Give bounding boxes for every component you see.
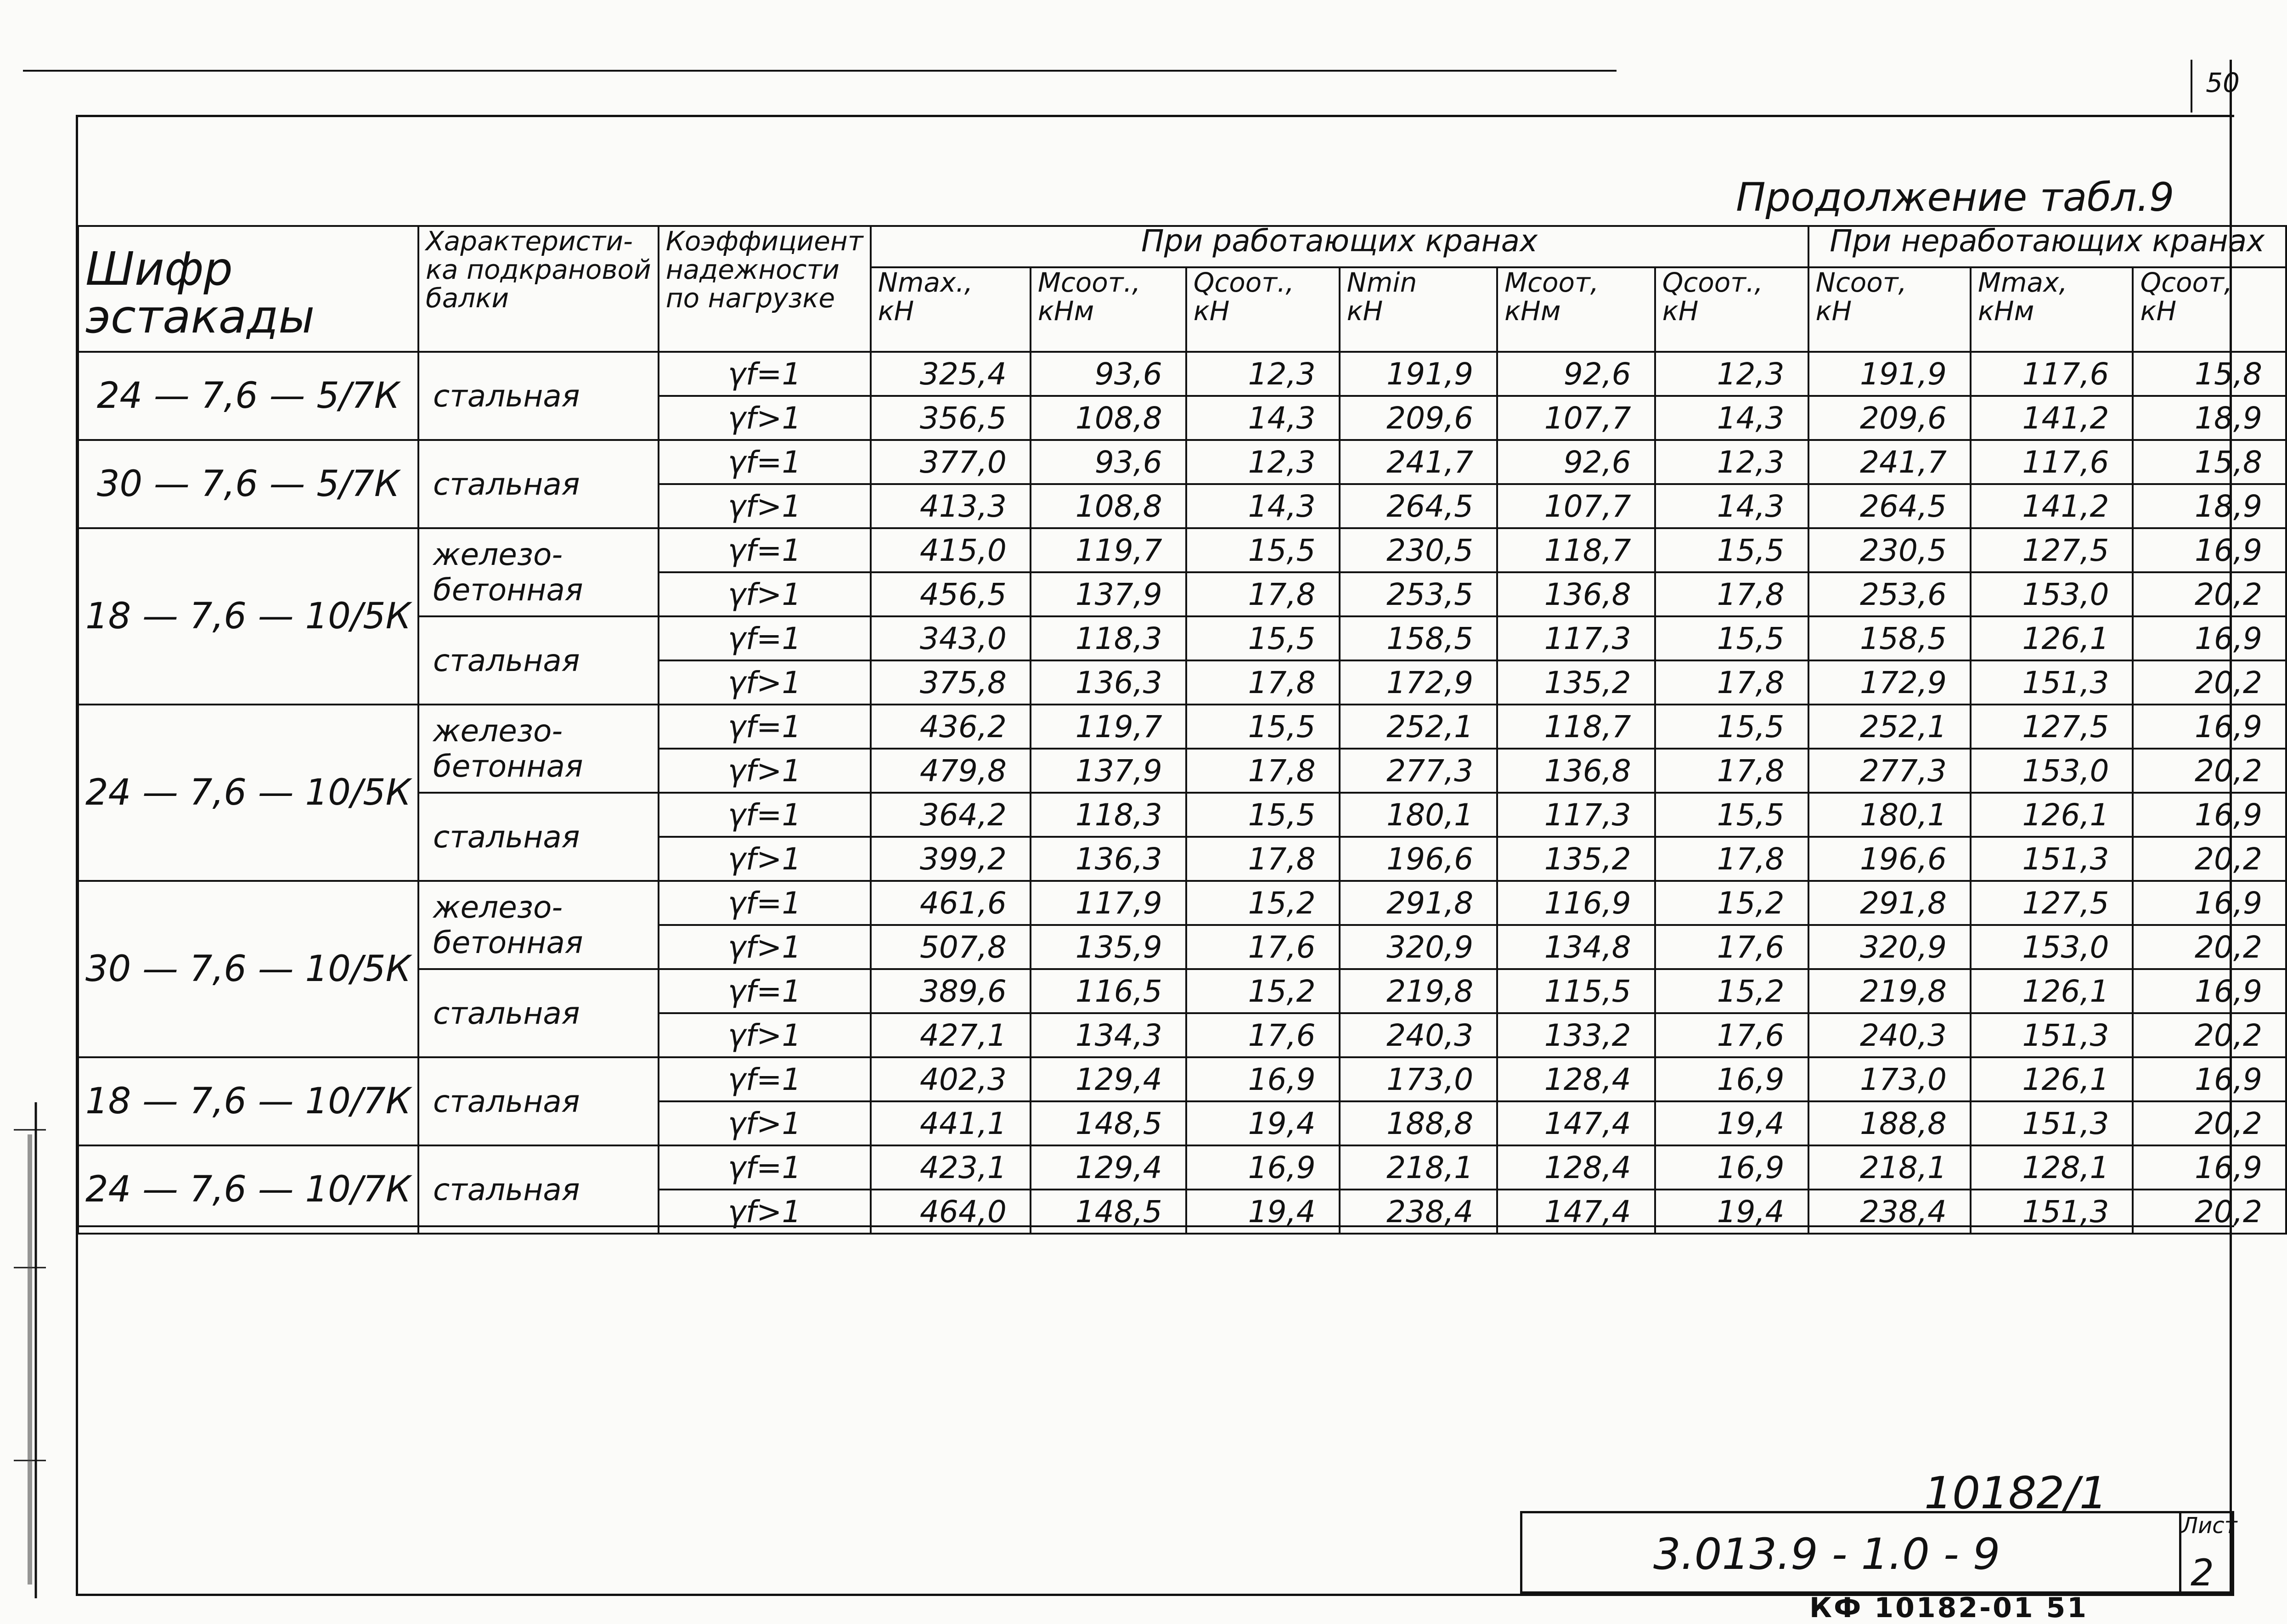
header-line: балки [426,282,509,314]
handwritten-number: 10182/1 [1924,1467,2107,1519]
value-cell: 427,1 [871,1013,1031,1057]
coefficient-cell: γf=1 [659,528,871,572]
value-cell: 17,8 [1186,837,1340,881]
value-cell: 134,3 [1031,1013,1186,1057]
value-cell: 377,0 [871,440,1031,484]
value-cell: 153,0 [1971,749,2133,793]
value-cell: 107,7 [1497,484,1655,528]
value-cell: 136,8 [1497,572,1655,616]
value-cell: 117,6 [1971,352,2133,396]
value-cell: 12,3 [1655,440,1808,484]
coefficient-cell: γf>1 [659,484,871,528]
value-cell: 16,9 [2133,528,2286,572]
value-cell: 173,0 [1808,1057,1971,1101]
header-column [1497,267,1655,352]
beam-type-cell: стальная [418,793,659,881]
header-line: Qсоот., [1193,267,1294,298]
value-cell: 15,8 [2133,440,2286,484]
value-cell: 135,2 [1497,837,1655,881]
value-cell: 180,1 [1340,793,1498,837]
header-column [2133,267,2286,352]
value-cell: 15,5 [1655,705,1808,749]
value-cell: 107,7 [1497,396,1655,440]
cipher-cell: 24 — 7,6 — 5/7К [78,352,418,440]
value-cell: 118,3 [1031,616,1186,660]
value-cell: 15,5 [1186,793,1340,837]
value-cell: 116,5 [1031,969,1186,1013]
coefficient-cell: γf>1 [659,1013,871,1057]
header-line: кНм [1978,295,2034,327]
value-cell: 15,8 [2133,352,2286,396]
header-line: Mсоот., [1037,267,1141,298]
header-coefficient [659,226,871,352]
value-cell: 230,5 [1340,528,1498,572]
value-cell: 191,9 [1808,352,1971,396]
value-cell: 191,9 [1340,352,1498,396]
value-cell: 117,3 [1497,793,1655,837]
header-line: Шифр [85,242,233,296]
coefficient-cell: γf=1 [659,616,871,660]
table-row [78,528,2286,572]
header-line: эстакады [85,290,315,344]
beam-type-cell: стальная [418,969,659,1057]
value-cell: 402,3 [871,1057,1031,1101]
footer-stamp: КФ 10182-01 51 [1809,1592,2088,1624]
value-cell: 20,2 [2133,1013,2286,1057]
value-cell: 364,2 [871,793,1031,837]
value-cell: 17,8 [1186,749,1340,793]
value-cell: 147,4 [1497,1101,1655,1145]
header-idle-cranes: При неработающих кранах [1808,226,2286,267]
value-cell: 325,4 [871,352,1031,396]
value-cell: 117,9 [1031,881,1186,925]
table-row [78,440,2286,484]
coefficient-cell: γf=1 [659,881,871,925]
coefficient-cell: γf=1 [659,1145,871,1190]
value-cell: 15,2 [1186,969,1340,1013]
header-line: кНм [1037,295,1094,327]
value-cell: 141,2 [1971,396,2133,440]
header-line: Nmin [1346,267,1417,298]
value-cell: 219,8 [1340,969,1498,1013]
value-cell: 238,4 [1808,1190,1971,1234]
table-row [78,352,2286,396]
value-cell: 180,1 [1808,793,1971,837]
value-cell: 128,1 [1971,1145,2133,1190]
value-cell: 151,3 [1971,1013,2133,1057]
value-cell: 15,2 [1655,969,1808,1013]
value-cell: 17,6 [1655,1013,1808,1057]
value-cell: 126,1 [1971,1057,2133,1101]
value-cell: 16,9 [2133,1057,2286,1101]
value-cell: 141,2 [1971,484,2133,528]
value-cell: 17,8 [1655,660,1808,705]
value-cell: 230,5 [1808,528,1971,572]
table-continuation-label: Продолжение табл.9 [1736,175,2174,220]
value-cell: 17,8 [1655,837,1808,881]
value-cell: 507,8 [871,925,1031,969]
value-cell: 16,9 [1186,1145,1340,1190]
value-cell: 277,3 [1808,749,1971,793]
value-cell: 127,5 [1971,528,2133,572]
value-cell: 16,9 [1655,1057,1808,1101]
header-line: Qсоот., [1662,267,1763,298]
value-cell: 196,6 [1808,837,1971,881]
value-cell: 291,8 [1808,881,1971,925]
value-cell: 277,3 [1340,749,1498,793]
value-cell: 17,6 [1655,925,1808,969]
value-cell: 320,9 [1340,925,1498,969]
coefficient-cell: γf>1 [659,925,871,969]
value-cell: 464,0 [871,1190,1031,1234]
value-cell: 14,3 [1186,396,1340,440]
value-cell: 219,8 [1808,969,1971,1013]
value-cell: 151,3 [1971,1190,2133,1234]
value-cell: 115,5 [1497,969,1655,1013]
page-frame-top [76,115,2234,117]
value-cell: 128,4 [1497,1057,1655,1101]
value-cell: 12,3 [1186,352,1340,396]
value-cell: 15,2 [1186,881,1340,925]
value-cell: 16,9 [2133,881,2286,925]
value-cell: 93,6 [1031,440,1186,484]
coefficient-cell: γf=1 [659,793,871,837]
value-cell: 389,6 [871,969,1031,1013]
value-cell: 118,3 [1031,793,1186,837]
value-cell: 413,3 [871,484,1031,528]
value-cell: 173,0 [1340,1057,1498,1101]
value-cell: 15,5 [1186,705,1340,749]
header-column [1971,267,2133,352]
page-frame-right-outer [2191,60,2192,113]
value-cell: 16,9 [2133,705,2286,749]
value-cell: 116,9 [1497,881,1655,925]
value-cell: 343,0 [871,616,1031,660]
header-cipher [78,226,418,352]
value-cell: 12,3 [1655,352,1808,396]
load-table [77,225,2287,1235]
value-cell: 117,3 [1497,616,1655,660]
header-column [871,267,1031,352]
header-line: кН [878,295,914,327]
value-cell: 375,8 [871,660,1031,705]
value-cell: 19,4 [1655,1101,1808,1145]
table-row [78,1057,2286,1101]
value-cell: 320,9 [1808,925,1971,969]
value-cell: 108,8 [1031,396,1186,440]
value-cell: 151,3 [1971,660,2133,705]
header-line: Mсоот, [1504,267,1599,298]
value-cell: 158,5 [1340,616,1498,660]
header-line: надежности [665,254,839,285]
header-column [1340,267,1498,352]
beam-type-cell: стальная [418,1057,659,1145]
header-line: Nсоот, [1815,267,1907,298]
value-cell: 20,2 [2133,660,2286,705]
coefficient-cell: γf>1 [659,396,871,440]
value-cell: 17,6 [1186,1013,1340,1057]
value-cell: 134,8 [1497,925,1655,969]
header-line: Qсоот, [2140,267,2233,298]
coefficient-cell: γf>1 [659,837,871,881]
value-cell: 148,5 [1031,1101,1186,1145]
header-line: кН [1346,295,1383,327]
value-cell: 18,9 [2133,396,2286,440]
value-cell: 15,5 [1655,528,1808,572]
value-cell: 92,6 [1497,352,1655,396]
value-cell: 126,1 [1971,793,2133,837]
value-cell: 133,2 [1497,1013,1655,1057]
value-cell: 17,8 [1655,572,1808,616]
value-cell: 17,8 [1655,749,1808,793]
value-cell: 126,1 [1971,969,2133,1013]
value-cell: 16,9 [2133,616,2286,660]
value-cell: 14,3 [1655,396,1808,440]
value-cell: 129,4 [1031,1145,1186,1190]
value-cell: 436,2 [871,705,1031,749]
value-cell: 252,1 [1340,705,1498,749]
value-cell: 17,6 [1186,925,1340,969]
value-cell: 136,3 [1031,837,1186,881]
value-cell: 18,9 [2133,484,2286,528]
cipher-cell: 30 — 7,6 — 5/7К [78,440,418,528]
value-cell: 19,4 [1655,1190,1808,1234]
coefficient-cell: γf=1 [659,352,871,396]
table-row [78,705,2286,749]
header-line: ка подкрановой [426,254,651,285]
value-cell: 20,2 [2133,1190,2286,1234]
value-cell: 209,6 [1340,396,1498,440]
value-cell: 118,7 [1497,705,1655,749]
cipher-cell: 24 — 7,6 — 10/7К [78,1145,418,1234]
value-cell: 264,5 [1808,484,1971,528]
table-row [78,1145,2286,1190]
side-stamp-strip [5,1102,46,1598]
coefficient-cell: γf=1 [659,440,871,484]
value-cell: 20,2 [2133,749,2286,793]
value-cell: 135,9 [1031,925,1186,969]
value-cell: 19,4 [1186,1101,1340,1145]
value-cell: 423,1 [871,1145,1031,1190]
value-cell: 15,2 [1655,881,1808,925]
value-cell: 218,1 [1808,1145,1971,1190]
coefficient-cell: γf=1 [659,969,871,1013]
header-column [1031,267,1186,352]
value-cell: 15,5 [1655,616,1808,660]
value-cell: 19,4 [1186,1190,1340,1234]
value-cell: 151,3 [1971,837,2133,881]
value-cell: 209,6 [1808,396,1971,440]
value-cell: 172,9 [1808,660,1971,705]
header-row [78,226,2286,267]
value-cell: 252,1 [1808,705,1971,749]
value-cell: 415,0 [871,528,1031,572]
value-cell: 456,5 [871,572,1031,616]
beam-type-cell: стальная [418,616,659,705]
top-border-line [23,70,1617,72]
value-cell: 16,9 [2133,793,2286,837]
header-line: кН [2140,295,2177,327]
header-line: Nmax., [878,267,973,298]
cipher-cell: 30 — 7,6 — 10/5К [78,881,418,1057]
value-cell: 137,9 [1031,572,1186,616]
value-cell: 15,5 [1186,616,1340,660]
value-cell: 108,8 [1031,484,1186,528]
value-cell: 119,7 [1031,705,1186,749]
cipher-cell: 18 — 7,6 — 10/7К [78,1057,418,1145]
value-cell: 153,0 [1971,925,2133,969]
coefficient-cell: γf>1 [659,1101,871,1145]
value-cell: 92,6 [1497,440,1655,484]
value-cell: 127,5 [1971,705,2133,749]
value-cell: 188,8 [1340,1101,1498,1145]
value-cell: 188,8 [1808,1101,1971,1145]
beam-type-cell: железо-бетонная [418,705,659,793]
value-cell: 196,6 [1340,837,1498,881]
value-cell: 117,6 [1971,440,2133,484]
value-cell: 147,4 [1497,1190,1655,1234]
header-line: кН [1662,295,1699,327]
value-cell: 93,6 [1031,352,1186,396]
value-cell: 16,9 [2133,1145,2286,1190]
value-cell: 17,8 [1186,572,1340,616]
value-cell: 16,9 [1186,1057,1340,1101]
value-cell: 16,9 [1655,1145,1808,1190]
value-cell: 479,8 [871,749,1031,793]
header-line: кНм [1504,295,1561,327]
value-cell: 461,6 [871,881,1031,925]
cipher-cell: 18 — 7,6 — 10/5К [78,528,418,705]
header-line: Коэффициент [665,226,863,257]
value-cell: 241,7 [1808,440,1971,484]
beam-type-cell: стальная [418,1145,659,1234]
header-beam-type [418,226,659,352]
page-number: 50 [2206,67,2240,98]
value-cell: 135,2 [1497,660,1655,705]
value-cell: 127,5 [1971,881,2133,925]
header-column [1186,267,1340,352]
value-cell: 137,9 [1031,749,1186,793]
value-cell: 17,8 [1186,660,1340,705]
value-cell: 129,4 [1031,1057,1186,1101]
value-cell: 15,5 [1655,793,1808,837]
beam-type-cell: стальная [418,440,659,528]
value-cell: 151,3 [1971,1101,2133,1145]
value-cell: 20,2 [2133,925,2286,969]
value-cell: 153,0 [1971,572,2133,616]
value-cell: 240,3 [1808,1013,1971,1057]
value-cell: 253,6 [1808,572,1971,616]
value-cell: 126,1 [1971,616,2133,660]
coefficient-cell: γf=1 [659,705,871,749]
value-cell: 240,3 [1340,1013,1498,1057]
value-cell: 218,1 [1340,1145,1498,1190]
header-line: по нагрузке [665,282,835,314]
value-cell: 399,2 [871,837,1031,881]
document-code: 3.013.9 - 1.0 - 9 [1653,1529,2000,1579]
value-cell: 12,3 [1186,440,1340,484]
value-cell: 148,5 [1031,1190,1186,1234]
value-cell: 15,5 [1186,528,1340,572]
coefficient-cell: γf>1 [659,1190,871,1234]
header-line: кН [1815,295,1852,327]
value-cell: 128,4 [1497,1145,1655,1190]
beam-type-cell: железо-бетонная [418,528,659,616]
value-cell: 158,5 [1808,616,1971,660]
cipher-cell: 24 — 7,6 — 10/5К [78,705,418,881]
header-line: кН [1193,295,1230,327]
header-line: Mmax, [1978,267,2067,298]
value-cell: 20,2 [2133,572,2286,616]
value-cell: 253,5 [1340,572,1498,616]
header-column [1655,267,1808,352]
value-cell: 14,3 [1655,484,1808,528]
value-cell: 441,1 [871,1101,1031,1145]
value-cell: 136,8 [1497,749,1655,793]
coefficient-cell: γf=1 [659,1057,871,1101]
beam-type-cell: стальная [418,352,659,440]
sheet-number: 2 [2191,1551,2214,1594]
value-cell: 136,3 [1031,660,1186,705]
value-cell: 118,7 [1497,528,1655,572]
coefficient-cell: γf>1 [659,572,871,616]
header-line: Характеристи- [426,226,633,257]
coefficient-cell: γf>1 [659,660,871,705]
value-cell: 356,5 [871,396,1031,440]
table-row [78,881,2286,925]
beam-type-cell: железо-бетонная [418,881,659,969]
sheet-label: Лист [2181,1513,2237,1539]
value-cell: 14,3 [1186,484,1340,528]
value-cell: 119,7 [1031,528,1186,572]
value-cell: 20,2 [2133,1101,2286,1145]
value-cell: 20,2 [2133,837,2286,881]
value-cell: 238,4 [1340,1190,1498,1234]
header-column [1808,267,1971,352]
value-cell: 172,9 [1340,660,1498,705]
value-cell: 264,5 [1340,484,1498,528]
value-cell: 241,7 [1340,440,1498,484]
header-working-cranes: При работающих кранах [871,226,1808,267]
value-cell: 16,9 [2133,969,2286,1013]
coefficient-cell: γf>1 [659,749,871,793]
value-cell: 291,8 [1340,881,1498,925]
